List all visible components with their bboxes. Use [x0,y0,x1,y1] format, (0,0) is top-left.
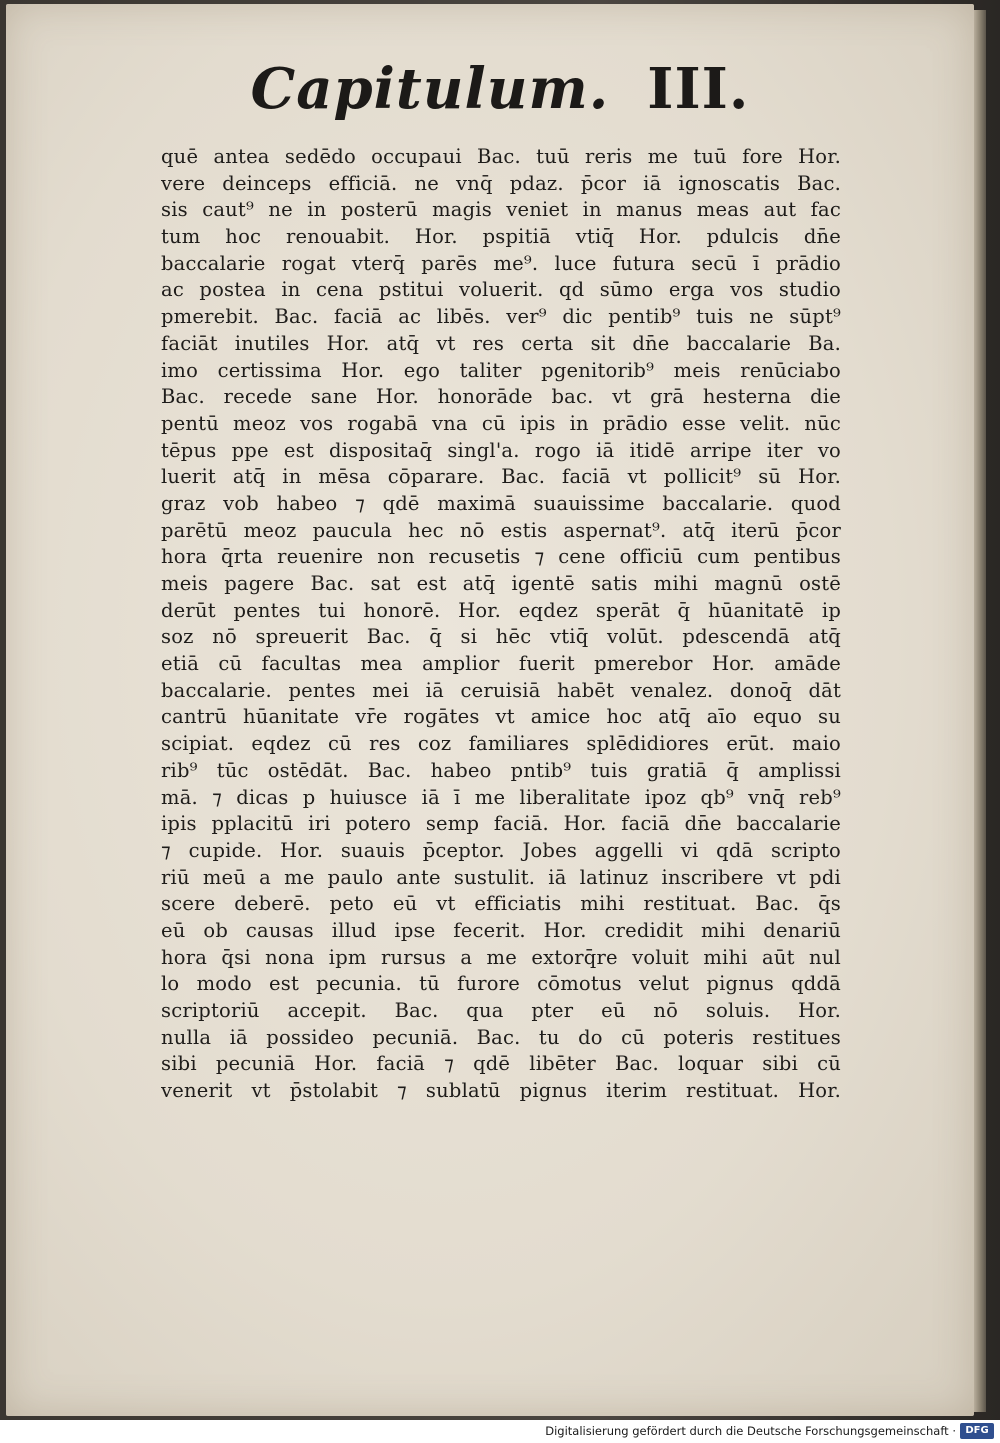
text-line: scere deberē. peto eū vt efficiatis mihi restituat. Bac. q̄s [161,892,841,916]
text-line: hora q̄si nona ipm rursus a me extorq̄re voluit mihi aūt nul [161,945,841,969]
text-line: tum hoc renouabit. Hor. pspitiā vtiq̄ Hor. pdulcis dn̄e [161,225,841,249]
text-line: venerit vt p̄stolabit ⁊ sublatū pignus iterim restituat. Hor. [161,1079,841,1103]
text-line: rib⁹ tūc ostēdāt. Bac. habeo pntib⁹ tuis gratiā q̄ amplissi [161,758,841,782]
text-line: derūt pentes tui honorē. Hor. eqdez sperāt q̄ hūanitatē ip [161,598,841,622]
text-line: imo certissima Hor. ego taliter pgenitorib⁹ meis renūciabo [161,358,841,382]
dfg-logo-icon: DFG [960,1423,994,1439]
funding-notice: Digitalisierung gefördert durch die Deutsche Forschungsgemeinschaft · [545,1424,956,1438]
text-line: pmerebit. Bac. faciā ac libēs. ver⁹ dic pentib⁹ tuis ne sūpt⁹ [161,305,841,329]
text-line: nulla iā possideo pecuniā. Bac. tu do cū poteris restitues [161,1025,841,1049]
text-line: scriptoriū accepit. Bac. qua pter eū nō soluis. Hor. [161,999,841,1022]
digitization-footer [0,1420,1000,1443]
text-line: parētū meoz paucula hec nō estis aspernat⁹. atq̄ iterū p̄cor [161,518,841,542]
text-line: baccalarie rogat vterq̄ parēs me⁹. luce futura secū ī prādio [161,251,841,275]
text-line: graz vob habeo ⁊ qdē maximā suauissime baccalarie. quod [161,491,841,515]
page-edge [974,10,986,1412]
text-line: mā. ⁊ dicas p huiusce iā ī me liberalitate ipoz qb⁹ vnq̄ reb⁹ [161,785,841,809]
text-line: pentū meoz vos rogabā vna cū ipis in prādio esse velit. nūc [161,411,841,435]
text-line: ipis pplacitū iri potero semp faciā. Hor. faciā dn̄e baccalarie [161,812,841,836]
chapter-heading-word: Capitulum. [250,56,610,122]
text-line: cantrū hūanitate vr̄e rogātes vt amice hoc atq̄ aīo equo su [161,705,841,729]
text-line: tēpus ppe est dispositaq̄ singl'a. rogo iā itidē arripe iter vo [161,438,841,462]
chapter-heading [16,56,984,122]
text-line: baccalarie. pentes mei iā ceruisiā habēt venalez. donoq̄ dāt [161,678,841,702]
text-line: quē antea sedēdo occupaui Bac. tuū reris me tuū fore Hor. [161,145,841,168]
text-line: riū meū a me paulo ante sustulit. iā latinuz inscribere vt pdi [161,865,841,889]
text-line: sis caut⁹ ne in posterū magis veniet in manus meas aut fac [161,198,841,222]
text-line: sibi pecuniā Hor. faciā ⁊ qdē libēter Bac. loquar sibi cū [161,1052,841,1076]
text-line: ac postea in cena pstitui voluerit. qd sūmo erga vos studio [161,278,841,302]
text-line: eū ob causas illud ipse fecerit. Hor. credidit mihi denariū [161,918,841,942]
text-line: faciāt inutiles Hor. atq̄ vt res certa sit dn̄e baccalarie Ba. [161,331,841,355]
text-line: meis pagere Bac. sat est atq̄ igentē satis mihi magnū ostē [161,572,841,595]
text-line: scipiat. eqdez cū res coz familiares splēdidiores erūt. maio [161,732,841,756]
text-line: hora q̄rta reuenire non recusetis ⁊ cene officiū cum pentibus [161,545,841,569]
text-line: luerit atq̄ in mēsa cōparare. Bac. faciā vt pollicit⁹ sū Hor. [161,465,841,489]
text-line: Bac. recede sane Hor. honorāde bac. vt grā hesterna die [161,385,841,409]
text-line: vere deinceps efficiā. ne vnq̄ pdaz. p̄cor iā ignoscatis Bac. [161,171,841,195]
text-line: etiā cū facultas mea amplior fuerit pmerebor Hor. amāde [161,652,841,676]
text-line: lo modo est pecunia. tū furore cōmotus velut pignus qddā [161,972,841,996]
body-text [161,144,841,1105]
chapter-heading-numeral: III. [647,56,750,122]
text-line: ⁊ cupide. Hor. suauis p̄ceptor. Jobes aggelli vi qdā scripto [161,838,841,862]
book-page [6,4,974,1416]
text-line: soz nō spreuerit Bac. q̄ si hēc vtiq̄ volūt. pdescendā atq̄ [161,625,841,649]
